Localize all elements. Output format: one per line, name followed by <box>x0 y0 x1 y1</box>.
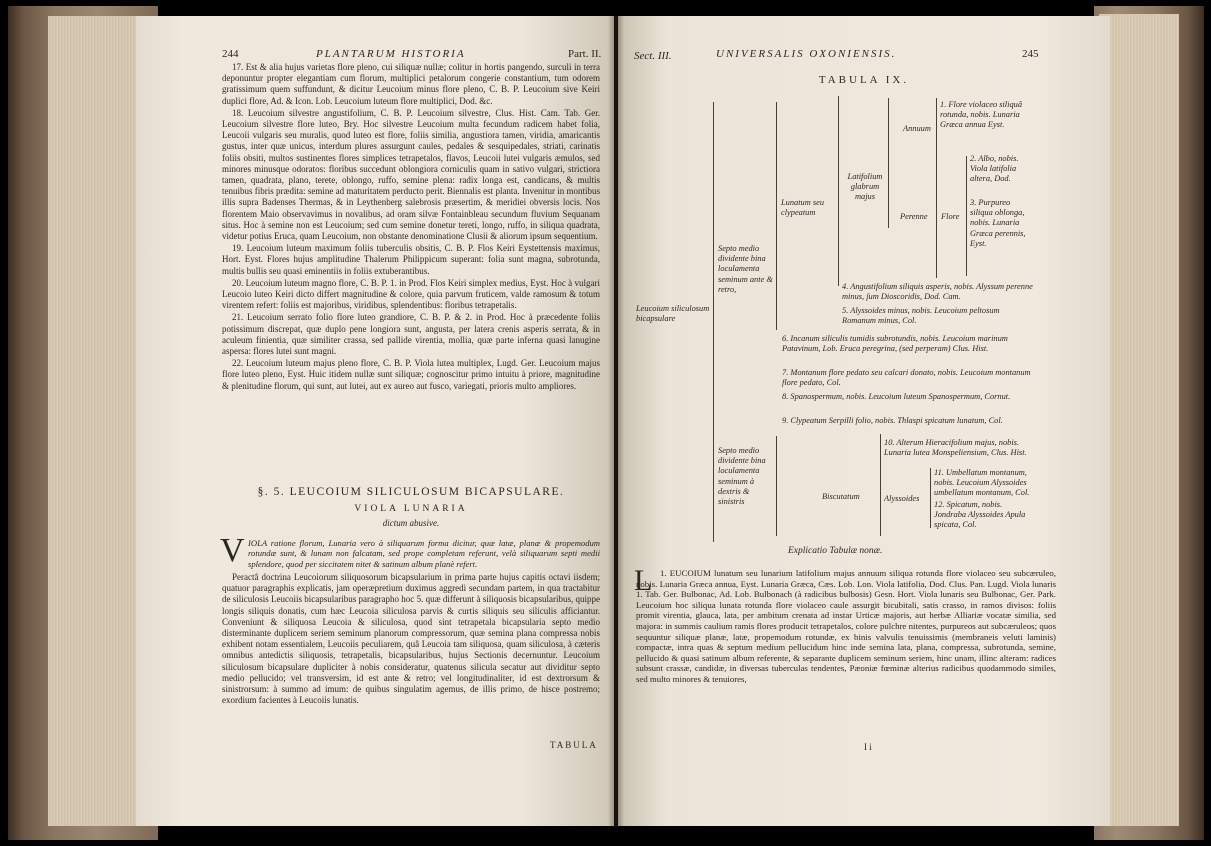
left-page <box>136 16 614 826</box>
item-10: 10. Alterum Hieracifolium majus, nobis. Lunaria lutea Monspeliensium, Clus. Hist. <box>884 438 1027 458</box>
latifolium-label: Latifolium glabrum majus <box>847 172 883 202</box>
drop-cap-v: V <box>220 532 245 569</box>
section-label: Sect. III. <box>634 50 672 62</box>
brace-bisc <box>880 434 881 536</box>
paragraph-18: 18. Leucoium silvestre angustifolium, C. B. P. Leucoium silvestre, Clus. Hist. Cam. Tab. Ger. Leucoium silvestre flore luteo, Bry. Hoc silvestre Leucoium multa fecundum radicem habet folia, Leucoii vulgaris seu muralis, quod luteo est flore, foliis similia, angustiora tamen, viridia, amaricantis gustus, inter quæ unicus, interdum plures assurgunt caules, pedales & sesquipedales, striati, carinatis foliis obsiti, multos sustinentes flores simplices tetrapetalos, flavos, Leucoii lutei vulgaris æmulos, sed minores minusque odoratos: floribus succedunt oblongiora corniculis quam in sativo vulgari, strictiora tamen, quadrata, plano, terete, oblongo, ruffo, semine plena: radix longa est, candicans, & multis tenuibus fibris prædita: semine ad maturitatem perducto perit. Biennalis est planta. Invenitur in montibus illis supra Badenses Thermas, & in Leythenberg salebrosis præsertim, & meridiei obversis locis. Nos florentem Maio observavimus in novalibus, ad oram silvæ Fontainbleau secundum fluvium Sequanam situs. Hoc à semine non est Leucoium; sed cum semine donetur tereti, longo, ruffo, in siliqua quadrata, videtur potius Eruca, quam Leucoium, non obstante denominatione Clusii & aliorum ipsum sequentium. <box>222 107 600 242</box>
annuum-label: Annuum <box>903 124 931 133</box>
paragraph-17: 17. Est & alia hujus varietas flore pleno, cui siliquæ nullæ; colitur in hortis pangendo, surculi in terra deponuntur propter elegantiam cum florum, multiplici petalorum congerie constantium, tum odorem gratissimum quem suffundunt, & dicitur Leucoium minus flore pleno, C. B. P. Leucoium sive Keiri duplici flore, Ad. & Icon. Lob. Leucoium luteum flore multiplici, Dod. &c. <box>222 62 600 106</box>
signature-mark: I i <box>864 742 872 752</box>
book-gutter <box>608 16 624 826</box>
lunatum-label: Lunatum seu clypeatum <box>781 198 825 218</box>
brace-perenne <box>936 158 937 278</box>
page-edges-left <box>48 16 148 826</box>
brace-root <box>713 102 714 542</box>
item-3: 3. Purpureo siliqua oblonga, nobis. Lunaria Græca perennis, Eyst. <box>970 198 1026 248</box>
section-subtitle: VIOLA LUNARIA <box>354 504 468 514</box>
page-number-right: 245 <box>1022 48 1039 60</box>
brace-alyss <box>930 468 931 528</box>
open-book <box>8 6 1204 840</box>
biscutatum-label: Biscutatum <box>822 492 860 501</box>
paragraph-20: 20. Leucoium luteum magno flore, C. B. P. 1. in Prod. Flos Keiri simplex medius, Eyst. Hoc à vulgari Leucoio luteo Keiri dicto differt magnitudine & colore, quia parvum fruticem, valde ramosum & totum virentem refert: foliis est majoribus, viridibus, splendentibus: floribus tetrapetalis. <box>222 277 600 311</box>
running-title-right: UNIVERSALIS OXONIENSIS. <box>716 48 897 60</box>
flore-label: Flore <box>941 212 960 221</box>
paragraph-19: 19. Leucoium luteum maximum foliis tuberculis obsitis, C. B. P. Flos Keiri Eystettensis maximus, Hort. Eyst. Flores hujus amplitudine Thalerum Philippicum superant: folia sunt magna, subrotunda, multis bullis seu quasi eminentiis in foliis extuberantibus. <box>222 243 600 276</box>
brace-annuum <box>936 98 937 158</box>
item-2: 2. Albo, nobis. Viola latifolia altera, Dod. <box>970 154 1019 184</box>
running-title-left: PLANTARUM HISTORIA <box>316 48 466 60</box>
section-subtitle-2: dictum abusive. <box>382 518 440 528</box>
perenne-label: Perenne <box>900 212 928 221</box>
item-7: 7. Montanum flore pedato seu calcari donato, nobis. Leucoium montanum flore pedato, Col. <box>782 368 1031 388</box>
explicatio-text: 1. EUCOIUM lunatum seu lunarium latifolium majus annuum siliqua rotunda flore violaceo seu subcæruleo, nobis. Lunaria Græca annua, Eyst. Lunaria Græca, Cæs. Lob. Lon. Viola latifolia, Dod. Clus. Pan. Lugd. Viola lunaris 1. Tab. Ger. Bulbonac, Ad. Lob. Bulbonach (à radicibus bulbosis) Gesn. Hort. Viola lunaris seu Bulbonac, Ger. Park. Leucoium hoc siliqua lunata rotunda flore violaceo caule assurgit bicubitali, satis crasso, in ramos divisos: foliis promit virentia, glauca, lata, per ambitum crenata ad instar Urticæ majoris, aut herbæ Alliariæ vocatæ similia, sed majora: in summis caulium ramis flores producit tetrapetalos, colore pulchre nitentes, purpureos aut subcæruleos; quos sequuntur siliquæ planæ, latæ, propemodum rotundæ, ex binis valvulis tenuissimis (membraneis veluti laminis) compactæ, intra quas & septum medium pellucidum hinc inde semina lata, plana, compressa, subrotunda, semine, pellucido & quasi satinum album referente, & separante duplicem seminum seriem, hinc unam, illinc alteram: radices subsunt crassæ, candidæ, in diversas tuberculas tendentes, Pæoniæ fœminæ alterius radicibus quodammodo similes, sed multo minores & tenuiores, <box>636 568 1056 684</box>
brace-flore <box>966 156 967 276</box>
item-4: 4. Angustifolium siliquis asperis, nobis. Alyssum perenne minus, ſum Dioscoridis, Dod. Cam. <box>842 282 1033 302</box>
paragraph-22: 22. Leucoium luteum majus pleno flore, C. B. P. Viola lutea multiplex, Lugd. Ger. Leucoium majus flore luteo pleno, Eyst. Huic itidem nullæ sunt siliquæ; cognoscitur primo intuitu à priore, magnitudine & plenitudine florum, qui sunt, aut lutei, aut ex aureo aut fusco, variegati, prioris multo ampliores. <box>222 358 600 391</box>
body-text: Peractâ doctrina Leucoiorum siliquosorum bicapsularium in prima parte hujus capitis octavi iisdem; quatuor paragraphis explicatis, jam operæpretium duximus aggredi secundam partem, in qua tractabitur de siliculosis Leucoiis bicapsularibus paragrapho hoc 5. quæ differunt à siliquosis bicapsularibus, quippe longis siliquis donatis, cum hæc Leucoia siliculosa parvis & curtis siliquis seu siliculis afficiantur. Conveniunt & siliquosa Leucoia & siliculosa, quod sint tetrapetala bicapsularia septo medio disterminante duplicem seriem seminum planorum compressorum, quæ semina plana compressa nobis exhibent notam essentialem, Leucoiis peculiarem, quâ Leucoia tam siliquosa, quam siliculosa, à cæteris omnibus antedictis siliquosis, tetrapetalis, bicapsularibus, hujus Sectionis decernuntur. Leucoium siliculosum bicapsulare dupliciter à nobis consideratur, quatenus silicula secatur aut dividitur septo medio pellucido; vel transversim, id est ante & retro; vel longitudinaliter, id est dextrorsum & sinistrorsum: à summo ad imum: de quibus singulatim agemus, de illis primo, de hisce postremo; exordium facientes à Leucoiis lunatis. <box>222 572 600 706</box>
right-page <box>618 16 1110 826</box>
item-5: 5. Alyssoides minus, nobis. Leucoium peltosum Romanum minus, Col. <box>842 306 1000 326</box>
item-12: 12. Spicatum, nobis. Jondraba Alyssoides Apula spicata, Col. <box>934 500 1026 530</box>
branch-a-label: Septo medio dividente bina loculamenta seminum ante & retro, <box>718 244 773 294</box>
table-title: TABULA IX. <box>818 74 910 86</box>
item-1: 1. Flore violaceo siliquâ rotunda, nobis. Lunaria Græca annua Eyst. <box>940 100 1023 130</box>
paragraph-21: 21. Leucoium serrato folio flore luteo grandiore, C. B. P. & 2. in Prod. Hoc à præcedente foliis potissimum discrepat, quæ duplo pene longiora sunt, angusta, per latera crenis asperis serrata, & in aculeum finientia, quæ similiter crassa, sed pallide virentia, mollia, quæ parte inferna quasi lanugine aspersa: flores lutei sunt magni. <box>222 312 600 357</box>
item-6: 6. Incanum siliculis tumidis subrotundis, nobis. Leucoium marinum Patavinum, Lob. Eruca peregrina, (sed perperam) Clus. Hist. <box>782 334 1008 354</box>
item-11: 11. Umbellatum montanum, nobis. Leucoium Alyssoides umbellatum montanum, Col. <box>934 468 1030 498</box>
branch-b-label: Septo medio dividente bina loculamenta seminum à dextris & sinistris <box>718 446 766 507</box>
page-number-left: 244 <box>222 48 239 60</box>
root-label: Leucoium siliculosum bicapsulare <box>636 304 710 324</box>
item-8: 8. Spanospermum, nobis. Leucoium luteum Spanospermum, Cornut. <box>782 392 1011 401</box>
explicatio-title: Explicatio Tabulæ nonæ. <box>788 546 883 556</box>
brace-latifolium <box>888 98 889 228</box>
brace-a <box>776 102 777 330</box>
drop-cap-l: L <box>634 564 653 597</box>
intro-paragraph: IOLA ratione florum, Lunaria vero à siliquarum forma dicitur, quæ latæ, planæ & propemodum rotundæ sunt, & lunam non falcatam, sed prope completam referunt, velà siliquarum septi medii splendore, quod per siccitatem nitet & satinum album planè refert. <box>248 538 600 569</box>
alyssoides-label: Alyssoides <box>884 494 920 503</box>
part-label: Part. II. <box>568 48 602 60</box>
item-9: 9. Clypeatum Serpilli folio, nobis. Thlaspi spicatum lunatum, Col. <box>782 416 1003 425</box>
page-edges-right <box>1099 14 1179 826</box>
brace-b <box>776 436 777 536</box>
brace-lunatum <box>838 96 839 286</box>
body-paragraph <box>222 572 600 760</box>
section-title: §. 5. LEUCOIUM SILICULOSUM BICAPSULARE. <box>257 486 565 498</box>
catchword: TABULA <box>550 740 598 750</box>
left-paragraphs <box>222 62 600 482</box>
